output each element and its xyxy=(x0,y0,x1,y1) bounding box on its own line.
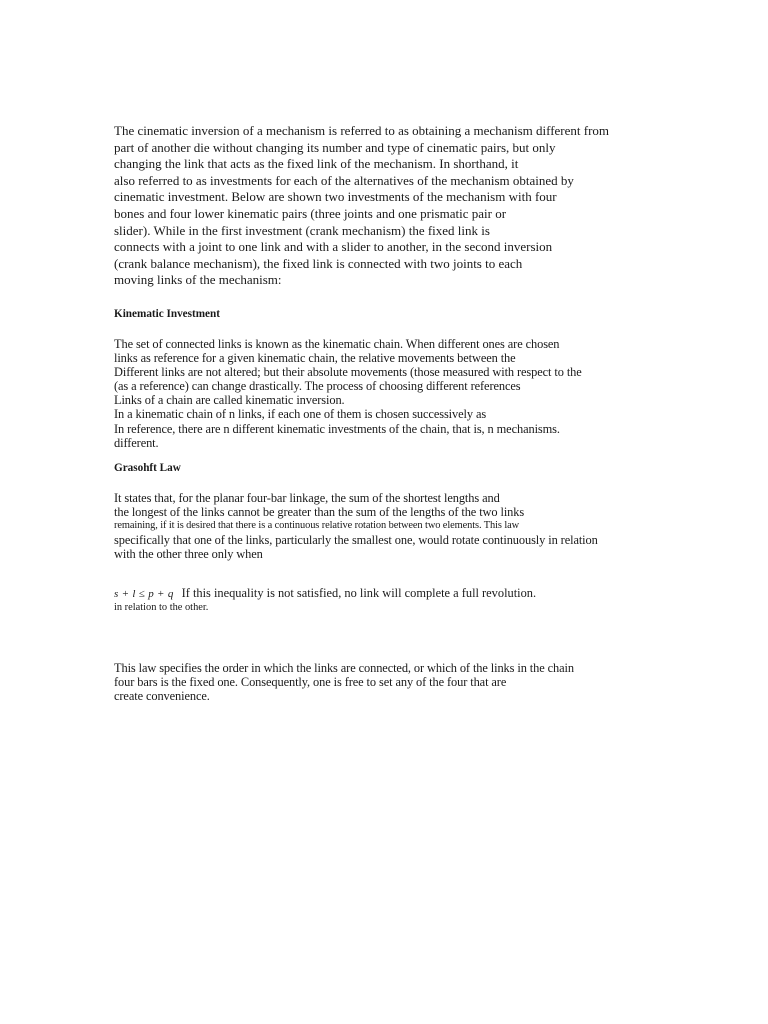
law-order-line: four bars is the fixed one. Consequently, one is free to set any of the four that are xyxy=(114,675,507,690)
kinematic-line: Links of a chain are called kinematic inversion. xyxy=(114,393,345,408)
intro-line: The cinematic inversion of a mechanism is referred to as obtaining a mechanism different from xyxy=(114,123,610,138)
grashof-law-heading: Grasohft Law xyxy=(114,462,181,474)
law-order-line: create convenience. xyxy=(114,689,210,704)
kinematic-line: links as reference for a given kinematic chain, the relative movements between the xyxy=(114,351,516,366)
intro-line: changing the link that acts as the fixed link of the mechanism. In shorthand, it xyxy=(114,156,519,172)
intro-line: (crank balance mechanism), the fixed link is connected with two joints to each xyxy=(114,255,523,271)
grashof-inequality-formula: s + l ≤ p + q xyxy=(114,588,174,600)
kinematic-line: different. xyxy=(114,435,159,450)
intro-paragraph xyxy=(114,123,609,289)
grashof-paragraph xyxy=(114,491,598,561)
kinematic-line: In a kinematic chain of n links, if each one of them is chosen successively as xyxy=(114,407,487,422)
grashof-formula-row xyxy=(114,585,536,601)
grashof-line: with the other three only when xyxy=(114,547,263,562)
intro-line: connects with a joint to one link and with a slider to another, in the second inversion xyxy=(114,239,553,255)
kinematic-line: (as a reference) can change drastically. The process of choosing different references xyxy=(114,379,521,394)
intro-line: moving links of the mechanism: xyxy=(114,272,282,288)
grashof-line: remaining, if it is desired that there is a continuous relative rotation between two elements. This law xyxy=(114,520,520,532)
kinematic-line: In reference, there are n different kinematic investments of the chain, that is, n mechanisms. xyxy=(114,421,560,436)
kinematic-investment-heading: Kinematic Investment xyxy=(114,308,220,320)
law-order-paragraph xyxy=(114,661,574,703)
intro-line: part of another die without changing its number and type of cinematic pairs, but only xyxy=(114,139,556,155)
grashof-line: specifically that one of the links, particularly the smallest one, would rotate continuously in relation xyxy=(114,533,598,548)
kinematic-paragraph xyxy=(114,337,582,450)
grashof-line: the longest of the links cannot be greater than the sum of the lengths of the two links xyxy=(114,505,525,520)
grashof-formula-continuation: in relation to the other. xyxy=(114,602,209,613)
grashof-formula-text: If this inequality is not satisfied, no link will complete a full revolution. xyxy=(181,586,537,600)
kinematic-line: The set of connected links is known as the kinematic chain. When different ones are chosen xyxy=(114,337,560,351)
intro-line: also referred to as investments for each of the alternatives of the mechanism obtained by xyxy=(114,172,574,188)
kinematic-line: Different links are not altered; but their absolute movements (those measured with respect to the xyxy=(114,365,582,380)
intro-line: slider). While in the first investment (crank mechanism) the fixed link is xyxy=(114,222,490,238)
intro-line: cinematic investment. Below are shown two investments of the mechanism with four xyxy=(114,189,557,205)
law-order-line: This law specifies the order in which the links are connected, or which of the links in the chain xyxy=(114,661,574,675)
intro-line: bones and four lower kinematic pairs (three joints and one prismatic pair or xyxy=(114,205,507,221)
grashof-line: It states that, for the planar four-bar linkage, the sum of the shortest lengths and xyxy=(114,491,500,505)
